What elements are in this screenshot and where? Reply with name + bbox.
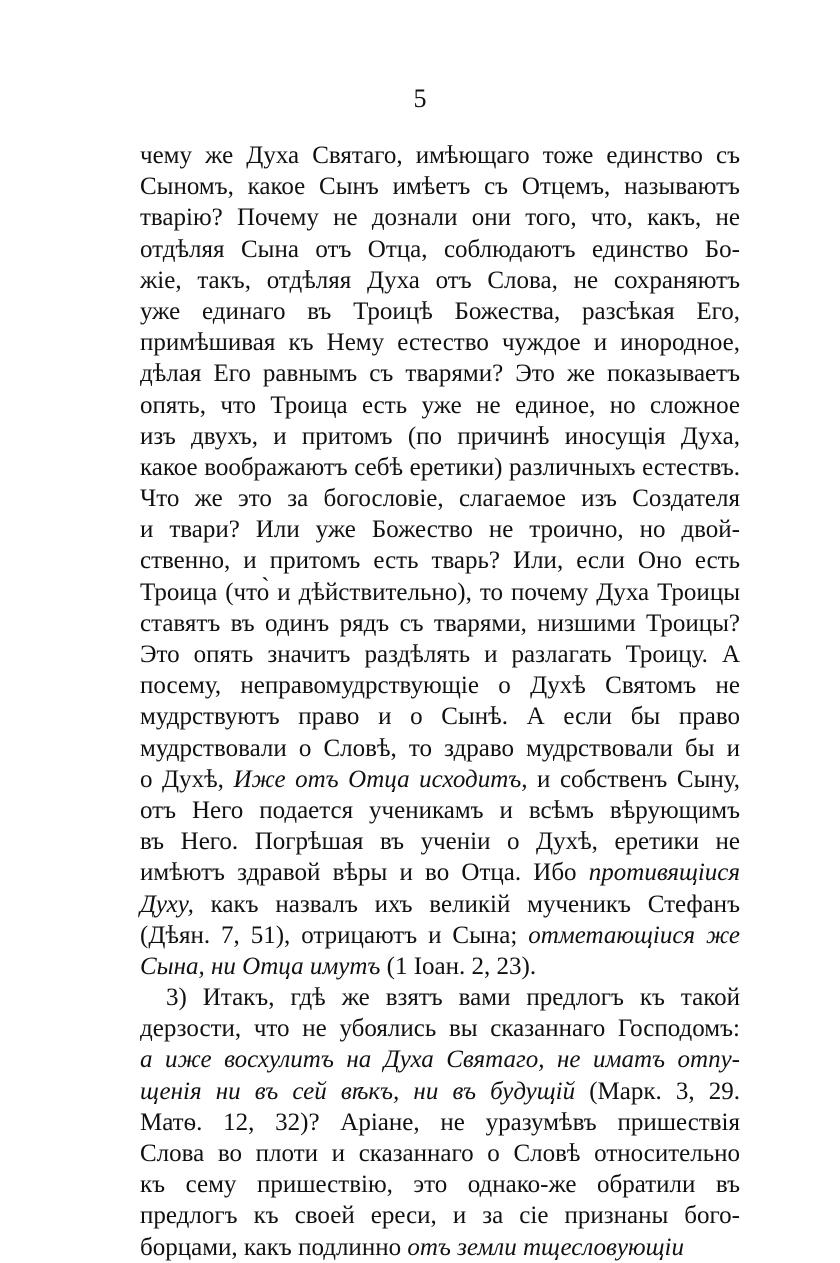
text-segment: тварію? Почему не дознали они того, что, какъ, не [140,204,740,232]
text-line [140,608,740,639]
text-segment: Сыномъ, какое Сынъ имѣетъ съ Отцемъ, называютъ [140,173,740,201]
text-line [140,296,740,327]
text-line [140,764,740,795]
paragraph-1 [140,140,740,982]
text-segment: о Духѣ, [140,765,234,793]
text-segment: дѣлая Его равнымъ съ тварями? Это же показываетъ [140,360,740,388]
text-line [140,889,740,920]
italic-text: а иже восхулитъ на Духа Святаго, не иматъ отпу- [140,1046,740,1074]
text-line [140,1076,740,1107]
text-segment: къ сему пришествію, это однако-же обратили въ [140,1171,740,1199]
text-line [140,1138,740,1169]
text-segment: ставятъ въ одинъ рядъ съ тварями, низшими Троицы? [140,609,740,637]
text-line [140,920,740,951]
text-segment: изъ двухъ, и притомъ (по причинѣ иносущія Духа, [140,422,740,450]
text-segment: Матѳ. 12, 32)? Аріане, не уразумѣвъ пришествія [140,1108,740,1136]
text-line [140,1200,740,1231]
text-segment: какъ назвалъ ихъ великій мученикъ Стефанъ [193,890,740,918]
text-line [140,1013,740,1044]
text-line [140,452,740,483]
text-line [140,857,740,888]
paragraph-2 [140,982,740,1263]
text-segment: Что же это за богословіе, слагаемое изъ Создателя [140,485,740,513]
italic-text: отъ земли тщесловующіи [407,1233,684,1261]
italic-text: противящіися [588,859,740,887]
text-line [140,733,740,764]
text-line [140,1044,740,1075]
text-line [140,577,740,608]
italic-text: щенія ни въ сей вѣкъ, ни въ будущій [140,1077,576,1105]
text-segment: отдѣляя Сына отъ Отца, соблюдаютъ единство Бо- [140,235,740,263]
text-segment: чему же Духа Святаго, имѣющаго тоже единство съ [140,142,740,169]
text-segment: Троица (что̀ и дѣйствительно), то почему Духа Троицы [140,578,740,606]
page-number: 5 [413,84,427,113]
text-segment: мудрствовали о Словѣ, то здраво мудрствовали бы и [140,734,740,762]
text-line [140,982,740,1013]
text-line [140,421,740,452]
text-segment: въ Него. Погрѣшая въ ученіи о Духѣ, еретики не [140,828,740,856]
text-segment: предлогъ къ своей ереси, и за сіе признаны бого- [140,1202,740,1230]
italic-text: Сына, ни Отца имутъ [140,952,381,980]
text-segment: жіе, такъ, отдѣляя Духа отъ Слова, не сохраняютъ [140,266,740,294]
text-segment: 3) Итакъ, гдѣ же взятъ вами предлогъ къ такой [166,984,740,1012]
text-segment: (Марк. 3, 29. [575,1077,741,1105]
text-line [140,234,740,265]
text-line [140,1169,740,1200]
text-line [140,202,740,233]
text-line [140,545,740,576]
text-line [140,265,740,296]
text-line [140,1232,740,1263]
text-line [140,483,740,514]
text-line [140,701,740,732]
text-segment: и твари? Или уже Божество не троично, но двой- [140,516,740,544]
text-line [140,795,740,826]
text-segment: опять, что Троица есть уже не единое, но сложное [140,391,740,419]
italic-text: Духу, [140,890,194,918]
text-segment: имѣютъ здравой вѣры и во Отца. Ибо [140,859,589,887]
text-line [140,390,740,421]
text-line [140,358,740,389]
text-segment: ственно, и притомъ есть тварь? Или, если Оно есть [140,547,740,575]
text-line [140,327,740,358]
text-segment: отъ Него подается ученикамъ и всѣмъ вѣрующимъ [140,796,740,824]
text-segment: (Дѣян. 7, 51), отрицаютъ и Сына; [140,921,529,949]
italic-text: Иже отъ Отца исходитъ, [233,765,528,793]
text-segment: уже единаго въ Троицѣ Божества, разсѣкая Его, [140,297,740,325]
text-segment: борцами, какъ подлинно [140,1233,408,1261]
text-segment: примѣшивая къ Нему естество чуждое и инородное, [140,329,740,357]
text-segment: мудрствуютъ право и о Сынѣ. А если бы право [140,703,740,731]
text-segment: Слова во плоти и сказаннаго о Словѣ относительно [140,1140,740,1167]
text-segment: посему, неправомудрствующіе о Духѣ Святомъ не [140,672,740,700]
italic-text: отметающіися же [528,921,740,949]
text-line [140,826,740,857]
text-segment: дерзости, что не убоялись вы сказаннаго Господомъ: [140,1015,740,1043]
text-line [140,670,740,701]
text-line [140,171,740,202]
text-line [140,514,740,545]
text-segment: (1 Іоан. 2, 23). [380,952,537,980]
text-line [140,1107,740,1138]
text-line [140,951,740,982]
text-line [140,140,740,171]
body-text [140,140,740,1263]
text-line [140,639,740,670]
text-segment: и собственъ Сыну, [527,765,740,793]
text-segment: какое воображаютъ себѣ еретики) различныхъ естествъ. [140,453,740,481]
text-segment: Это опять значитъ раздѣлять и разлагать Троицу. А [140,641,740,668]
